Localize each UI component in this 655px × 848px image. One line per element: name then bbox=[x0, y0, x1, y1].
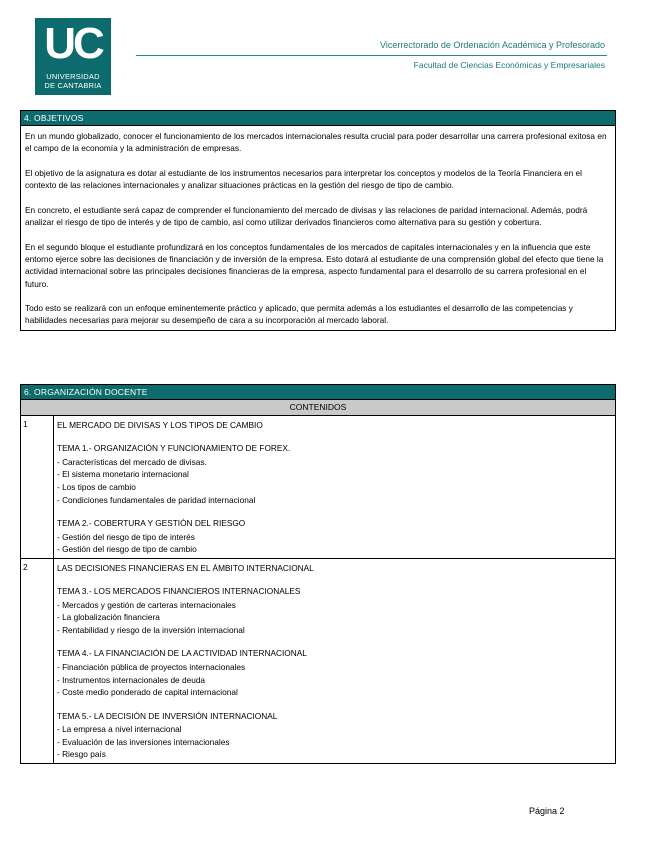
contenidos-row bbox=[21, 559, 615, 763]
organizacion-section bbox=[20, 384, 616, 764]
topic-title: TEMA 5.- LA DECISIÓN DE INVERSIÓN INTERNACIONAL bbox=[57, 710, 278, 721]
topic bbox=[57, 442, 612, 506]
topic bbox=[57, 585, 612, 636]
topic bbox=[57, 647, 612, 698]
topic-item: - Condiciones fundamentales de paridad internacional bbox=[57, 494, 256, 505]
block-content bbox=[54, 559, 615, 763]
header-divider bbox=[136, 55, 607, 56]
block-title: EL MERCADO DE DIVISAS Y LOS TIPOS DE CAMBIO bbox=[57, 420, 263, 430]
contenidos-row bbox=[21, 416, 615, 559]
topic-item: - Mercados y gestión de carteras internacionales bbox=[57, 599, 236, 610]
objetivos-paragraph: En el segundo bloque el estudiante profundizará en los conceptos fundamentales de los mercados de capitales internacionales y en la influencia que este entorno ejerce sobre las decisiones de financiación y de inversión de la empresa. Esto dotará al estudiante de una comprensión global del efecto que tiene la actividad internacional sobre las principales decisiones financieras de la empresa, aspecto fundamental para el desarrollo de su carrera profesional en el futuro. bbox=[25, 241, 604, 289]
topic-title: TEMA 2.- COBERTURA Y GESTIÓN DEL RIESGO bbox=[57, 518, 246, 529]
topic-item: - Coste medio ponderado de capital internacional bbox=[57, 687, 238, 698]
section-title-organizacion: 6. ORGANIZACIÓN DOCENTE bbox=[21, 385, 615, 400]
topic-item: - El sistema monetario internacional bbox=[57, 469, 189, 480]
objetivos-body bbox=[21, 126, 615, 330]
header-vicerrectorado: Vicerrectorado de Ordenación Académica y Profesorado bbox=[380, 40, 605, 50]
objetivos-paragraph: En un mundo globalizado, conocer el funcionamiento de los mercados internacionales resulta crucial para poder desarrollar una carrera profesional exitosa en el campo de la economía y la administración de empresas. bbox=[25, 131, 607, 154]
topic-title: TEMA 4.- LA FINANCIACIÓN DE LA ACTIVIDAD INTERNACIONAL bbox=[57, 648, 307, 659]
section-title-objetivos: 4. OBJETIVOS bbox=[21, 111, 615, 126]
topic-item: - Riesgo país bbox=[57, 749, 106, 760]
header-facultad: Facultad de Ciencias Económicas y Empresariales bbox=[413, 60, 605, 70]
topic-item: - Financiación pública de proyectos internacionales bbox=[57, 661, 246, 672]
topic-item: - Evaluación de las inversiones internacionales bbox=[57, 736, 230, 747]
block-content bbox=[54, 416, 615, 558]
topic-item: - Los tipos de cambio bbox=[57, 481, 136, 492]
objetivos-section bbox=[20, 110, 616, 331]
objetivos-paragraph: En concreto, el estudiante será capaz de comprender el funcionamiento del mercado de divisas y las relaciones de paridad internacional. Además, podrá analizar el riesgo de tipo de interés y de tipo de cambio, así como utilizar derivados financieros como alternativa para su gestión y cobertura. bbox=[25, 204, 588, 228]
topic-title: TEMA 1.- ORGANIZACIÓN Y FUNCIONAMIENTO DE FOREX. bbox=[57, 443, 291, 454]
contenidos-header: CONTENIDOS bbox=[21, 400, 615, 416]
block-number: 2 bbox=[21, 559, 54, 763]
objetivos-paragraph: El objetivo de la asignatura es dotar al estudiante de los instrumentos necesarios para interpretar los conceptos y modelos de la Teoría Financiera en el contexto de las relaciones internacionales y analizar situaciones prácticas en la gestión del riesgo de tipo de cambio. bbox=[25, 167, 582, 191]
block-title: LAS DECISIONES FINANCIERAS EN EL ÁMBITO INTERNACIONAL bbox=[57, 562, 314, 573]
logo-uc-text: UC bbox=[44, 19, 102, 68]
topic-item: - Gestión del riesgo de tipo de cambio bbox=[57, 544, 197, 555]
topic bbox=[57, 710, 612, 761]
logo-university-name: UNIVERSIDAD DE CANTABRIA bbox=[44, 72, 102, 90]
topic-title: TEMA 3.- LOS MERCADOS FINANCIEROS INTERNACIONALES bbox=[57, 586, 301, 597]
topic-item: - La empresa a nivel internacional bbox=[57, 724, 182, 735]
topic bbox=[57, 517, 612, 556]
block-number: 1 bbox=[21, 416, 54, 558]
topic-item: - Instrumentos internacionales de deuda bbox=[57, 674, 206, 685]
topic-item: - Características del mercado de divisas. bbox=[57, 456, 207, 467]
page-number: Página 2 bbox=[529, 806, 565, 816]
topic-item: - Rentabilidad y riesgo de la inversión internacional bbox=[57, 624, 245, 635]
university-logo bbox=[35, 18, 111, 95]
topic-item: - La globalización financiera bbox=[57, 612, 160, 623]
objetivos-paragraph: Todo esto se realizará con un enfoque eminentemente práctico y aplicado, que permita además a los estudiantes el desarrollo de las competencias y habilidades necesarias para mejorar su desempeño de cara a su incorporación al mercado laboral. bbox=[25, 303, 573, 326]
topic-item: - Gestión del riesgo de tipo de interés bbox=[57, 531, 195, 542]
